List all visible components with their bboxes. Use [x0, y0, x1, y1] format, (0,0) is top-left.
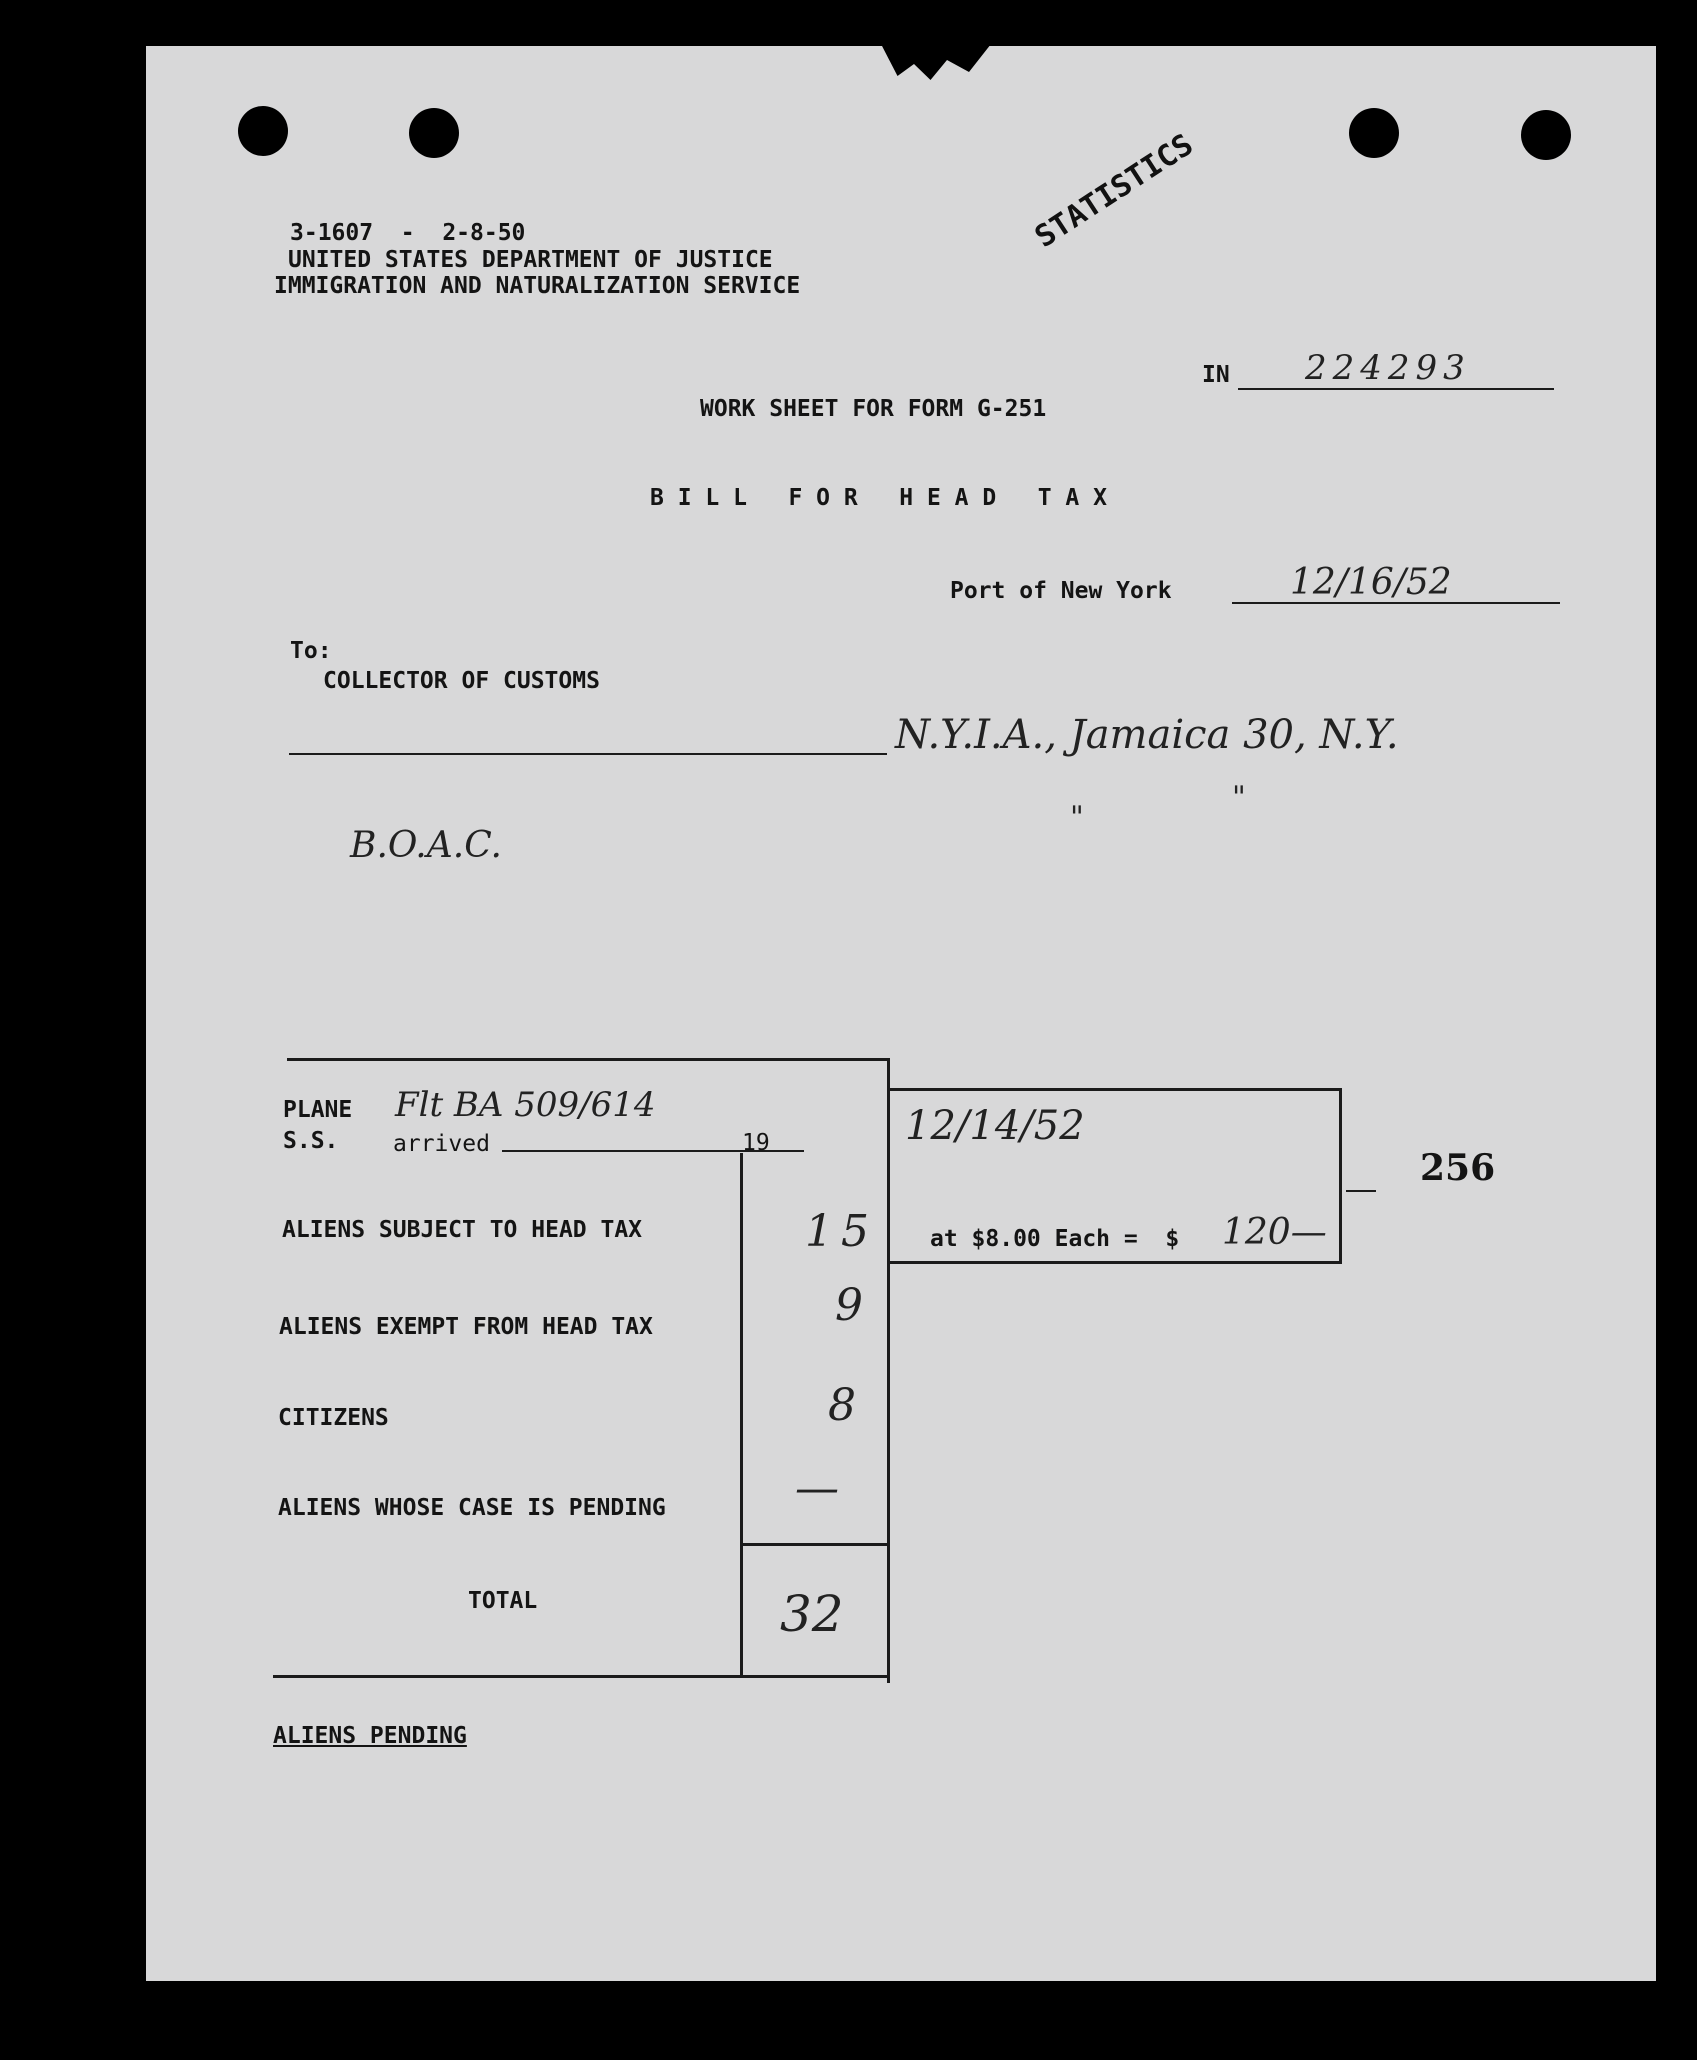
- aliens-pending-heading: ALIENS PENDING: [273, 1723, 467, 1749]
- total-rule: [742, 1543, 888, 1546]
- statistics-stamp: STATISTICS: [1028, 127, 1200, 255]
- punch-hole: [409, 108, 459, 158]
- ditto-mark: ": [1232, 780, 1246, 815]
- to-recipient: COLLECTOR OF CUSTOMS: [323, 668, 600, 694]
- to-address: N.Y.I.A., Jamaica 30, N.Y.: [895, 712, 1399, 758]
- row-label-exempt: ALIENS EXEMPT FROM HEAD TAX: [279, 1314, 653, 1340]
- head-tax-amount: 120—: [1222, 1212, 1327, 1253]
- paper-tear: [881, 44, 991, 84]
- ss-label: S.S.: [283, 1128, 339, 1154]
- flight-number: Flt BA 509/614: [395, 1085, 656, 1125]
- row-value-exempt: 9: [835, 1280, 863, 1331]
- in-number: 224293: [1305, 348, 1471, 388]
- total-value: 32: [780, 1585, 844, 1643]
- table-right-rule: [887, 1058, 890, 1683]
- bill-title: B I L L F O R H E A D T A X: [650, 485, 1107, 511]
- punch-hole: [1521, 110, 1571, 160]
- table-value-column-rule: [740, 1153, 743, 1678]
- arrival-date: 12/14/52: [905, 1103, 1085, 1149]
- total-label: TOTAL: [468, 1588, 538, 1614]
- in-number-underline: [1238, 388, 1554, 390]
- form-code: 3-1607 - 2-8-50: [290, 220, 526, 246]
- row-value-subject: 15: [805, 1206, 877, 1257]
- year-prefix: 19: [742, 1130, 770, 1156]
- table-bottom-rule: [273, 1675, 890, 1678]
- address-underline: [289, 753, 887, 755]
- form-sheet: [146, 46, 1656, 1981]
- table-top-rule: [287, 1058, 890, 1061]
- rate-text: at $8.00 Each = $: [930, 1226, 1180, 1252]
- row-value-citizens: 8: [828, 1380, 856, 1431]
- dash-leader: [1346, 1190, 1376, 1192]
- department-name: UNITED STATES DEPARTMENT OF JUSTICE: [288, 247, 773, 273]
- port-label: Port of New York: [950, 578, 1172, 604]
- punch-hole: [238, 106, 288, 156]
- port-date: 12/16/52: [1290, 562, 1452, 603]
- row-label-citizens: CITIZENS: [278, 1405, 389, 1431]
- arrived-label: arrived: [393, 1131, 490, 1157]
- row-label-pending: ALIENS WHOSE CASE IS PENDING: [278, 1495, 666, 1521]
- date-box-right: [1339, 1088, 1342, 1264]
- side-number: 256: [1420, 1147, 1496, 1189]
- date-box-bottom: [888, 1261, 1342, 1264]
- form-title: WORK SHEET FOR FORM G-251: [700, 396, 1047, 422]
- row-value-pending: —: [795, 1463, 839, 1514]
- in-label: IN: [1202, 362, 1230, 388]
- plane-label: PLANE: [283, 1097, 353, 1123]
- ditto-mark: ": [1070, 800, 1084, 835]
- carrier-name: B.O.A.C.: [350, 825, 502, 866]
- punch-hole: [1349, 108, 1399, 158]
- to-label: To:: [290, 638, 332, 664]
- row-label-subject: ALIENS SUBJECT TO HEAD TAX: [282, 1217, 643, 1243]
- service-name: IMMIGRATION AND NATURALIZATION SERVICE: [274, 273, 801, 299]
- date-box-top: [888, 1088, 1342, 1091]
